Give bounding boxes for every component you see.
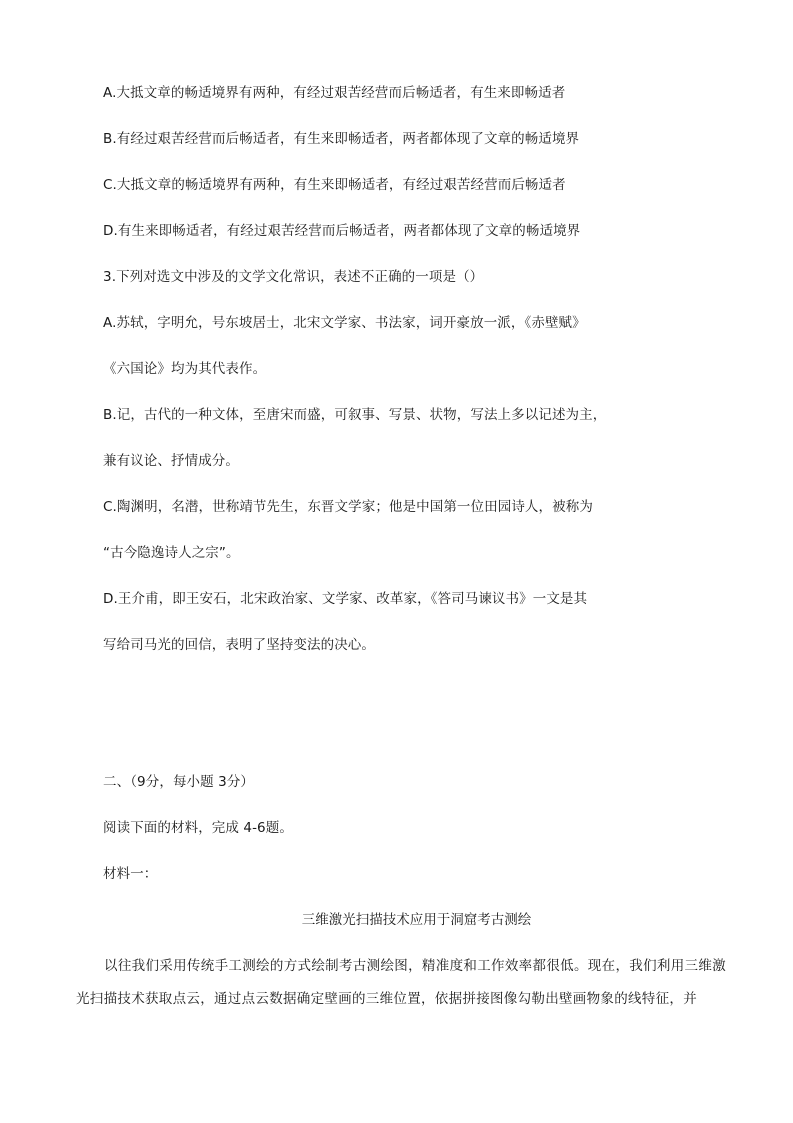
option-3b-line2: 兼有议论、抒情成分。	[103, 453, 239, 469]
option-2b: B.有经过艰苦经营而后畅适者，有生来即畅适者，两者都体现了文章的畅适境界	[103, 131, 580, 147]
option-3d-line2: 写给司马光的回信，表明了坚持变法的决心。	[103, 637, 375, 653]
option-3c-line2: “古今隐逸诗人之宗”。	[103, 545, 240, 561]
question-3-stem: 3.下列对选文中涉及的文学文化常识，表述不正确的一项是（）	[103, 269, 484, 285]
article-title: 三维激光扫描技术应用于洞窟考古测绘	[301, 912, 532, 928]
option-3d-line1: D.王介甫，即王安石，北宋政治家、文学家、改革家，《答司马谏议书》一文是其	[103, 591, 588, 607]
section-instruction: 阅读下面的材料，完成 4-6题。	[103, 820, 293, 836]
article-paragraph: 以往我们采用传统手工测绘的方式绘制考古测绘图，精准度和工作效率都很低。现在，我们利用三维激光扫描技术获取点云，通过点云数据确定壁画的三维位置，依据拼接图像勾勒出壁画物象的线特征，并	[76, 958, 726, 1007]
option-2c: C.大抵文章的畅适境界有两种，有生来即畅适者，有经过艰苦经营而后畅适者	[103, 177, 566, 193]
section-heading: 二、（9分，每小题 3分）	[103, 774, 255, 790]
option-3c-line1: C.陶渊明，名潜，世称靖节先生，东晋文学家；他是中国第一位田园诗人，被称为	[103, 499, 593, 515]
option-2d: D.有生来即畅适者，有经过艰苦经营而后畅适者，两者都体现了文章的畅适境界	[103, 223, 581, 239]
option-3b-line1: B.记，古代的一种文体，至唐宋而盛，可叙事、写景、状物，写法上多以记述为主，	[103, 407, 607, 423]
material-label: 材料一：	[103, 866, 158, 882]
option-3a-line1: A.苏轼，字明允，号东坡居士，北宋文学家、书法家，词开豪放一派，《赤壁赋》	[103, 315, 586, 331]
option-2a: A.大抵文章的畅适境界有两种，有经过艰苦经营而后畅适者，有生来即畅适者	[103, 85, 566, 101]
option-3a-line2: 《六国论》均为其代表作。	[103, 361, 267, 377]
